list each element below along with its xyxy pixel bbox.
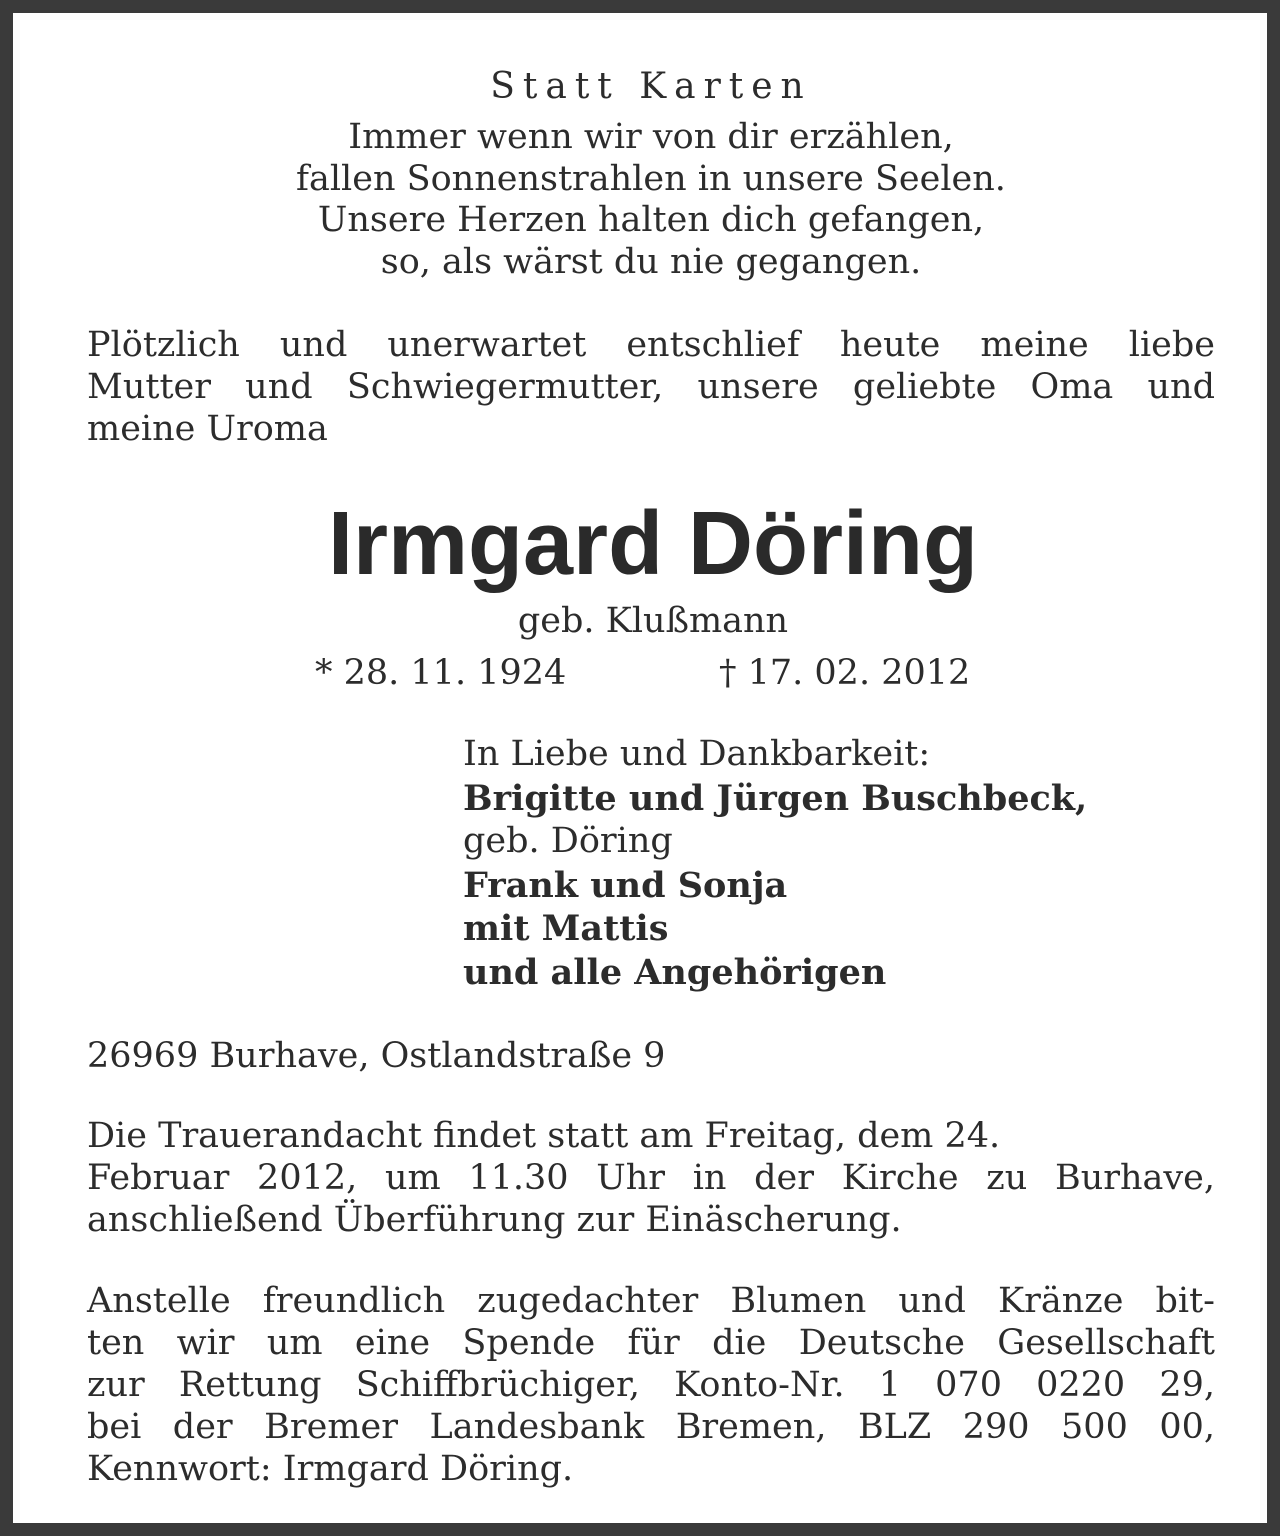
poem-line: Unsere Herzen halten dich gefangen, (317, 200, 985, 240)
birth-date: * 28. 11. 1924 (315, 653, 567, 693)
address-line: 26969 Burhave, Ostlandstraße 9 (87, 1036, 666, 1076)
intro-line: Plötzlich und unerwartet entschlief heute meine liebe (87, 325, 1215, 365)
family-line: Brigitte und Jürgen Buschbeck, (463, 777, 1088, 819)
death-date: † 17. 02. 2012 (719, 653, 971, 693)
service-line: Februar 2012, um 11.30 Uhr in der Kirche zu Burhave, (87, 1158, 1215, 1198)
address (87, 1035, 1215, 1077)
donation-line: Kennwort: Irmgard Döring. (87, 1449, 574, 1489)
service-line: Die Trauerandacht findet statt am Freitag, dem 24. (87, 1116, 1001, 1156)
family-line: geb. Döring (463, 821, 673, 861)
donation-line: ten wir um eine Spende für die Deutsche Gesellschaft (87, 1323, 1215, 1363)
intro-paragraph (87, 324, 1215, 450)
poem-line: so, als wärst du nie gegangen. (380, 241, 922, 282)
poem (87, 117, 1215, 283)
family-intro: In Liebe und Dankbarkeit: (463, 734, 931, 774)
donation-line: Anstelle freundlich zugedachter Blumen und Kränze bit- (87, 1281, 1215, 1321)
family-line: Frank und Sonja (463, 864, 788, 906)
poem-line: Immer wenn wir von dir erzählen, (348, 117, 954, 157)
poem-line: fallen Sonnenstrahlen in unsere Seelen. (296, 158, 1006, 199)
donation-line: bei der Bremer Landesbank Bremen, BLZ 290 500 00, (87, 1407, 1215, 1447)
intro-line: Mutter und Schwiegermutter, unsere geliebte Oma und (87, 367, 1215, 407)
family-block (463, 733, 1087, 994)
deceased-name: Irmgard Döring (327, 494, 979, 594)
intro-line: meine Uroma (87, 409, 328, 449)
notice-heading: Statt Karten (490, 66, 812, 107)
service-line: anschließend Überführung zur Einäscherung. (87, 1200, 902, 1240)
birth-name: geb. Klußmann (517, 601, 789, 641)
donation-paragraph (87, 1280, 1215, 1490)
family-line: mit Mattis (463, 908, 669, 949)
donation-line: zur Rettung Schiffbrüchiger, Konto-Nr. 1 070 0220 29, (87, 1365, 1215, 1405)
service-paragraph (87, 1115, 1215, 1241)
family-line: und alle Angehörigen (463, 951, 887, 993)
